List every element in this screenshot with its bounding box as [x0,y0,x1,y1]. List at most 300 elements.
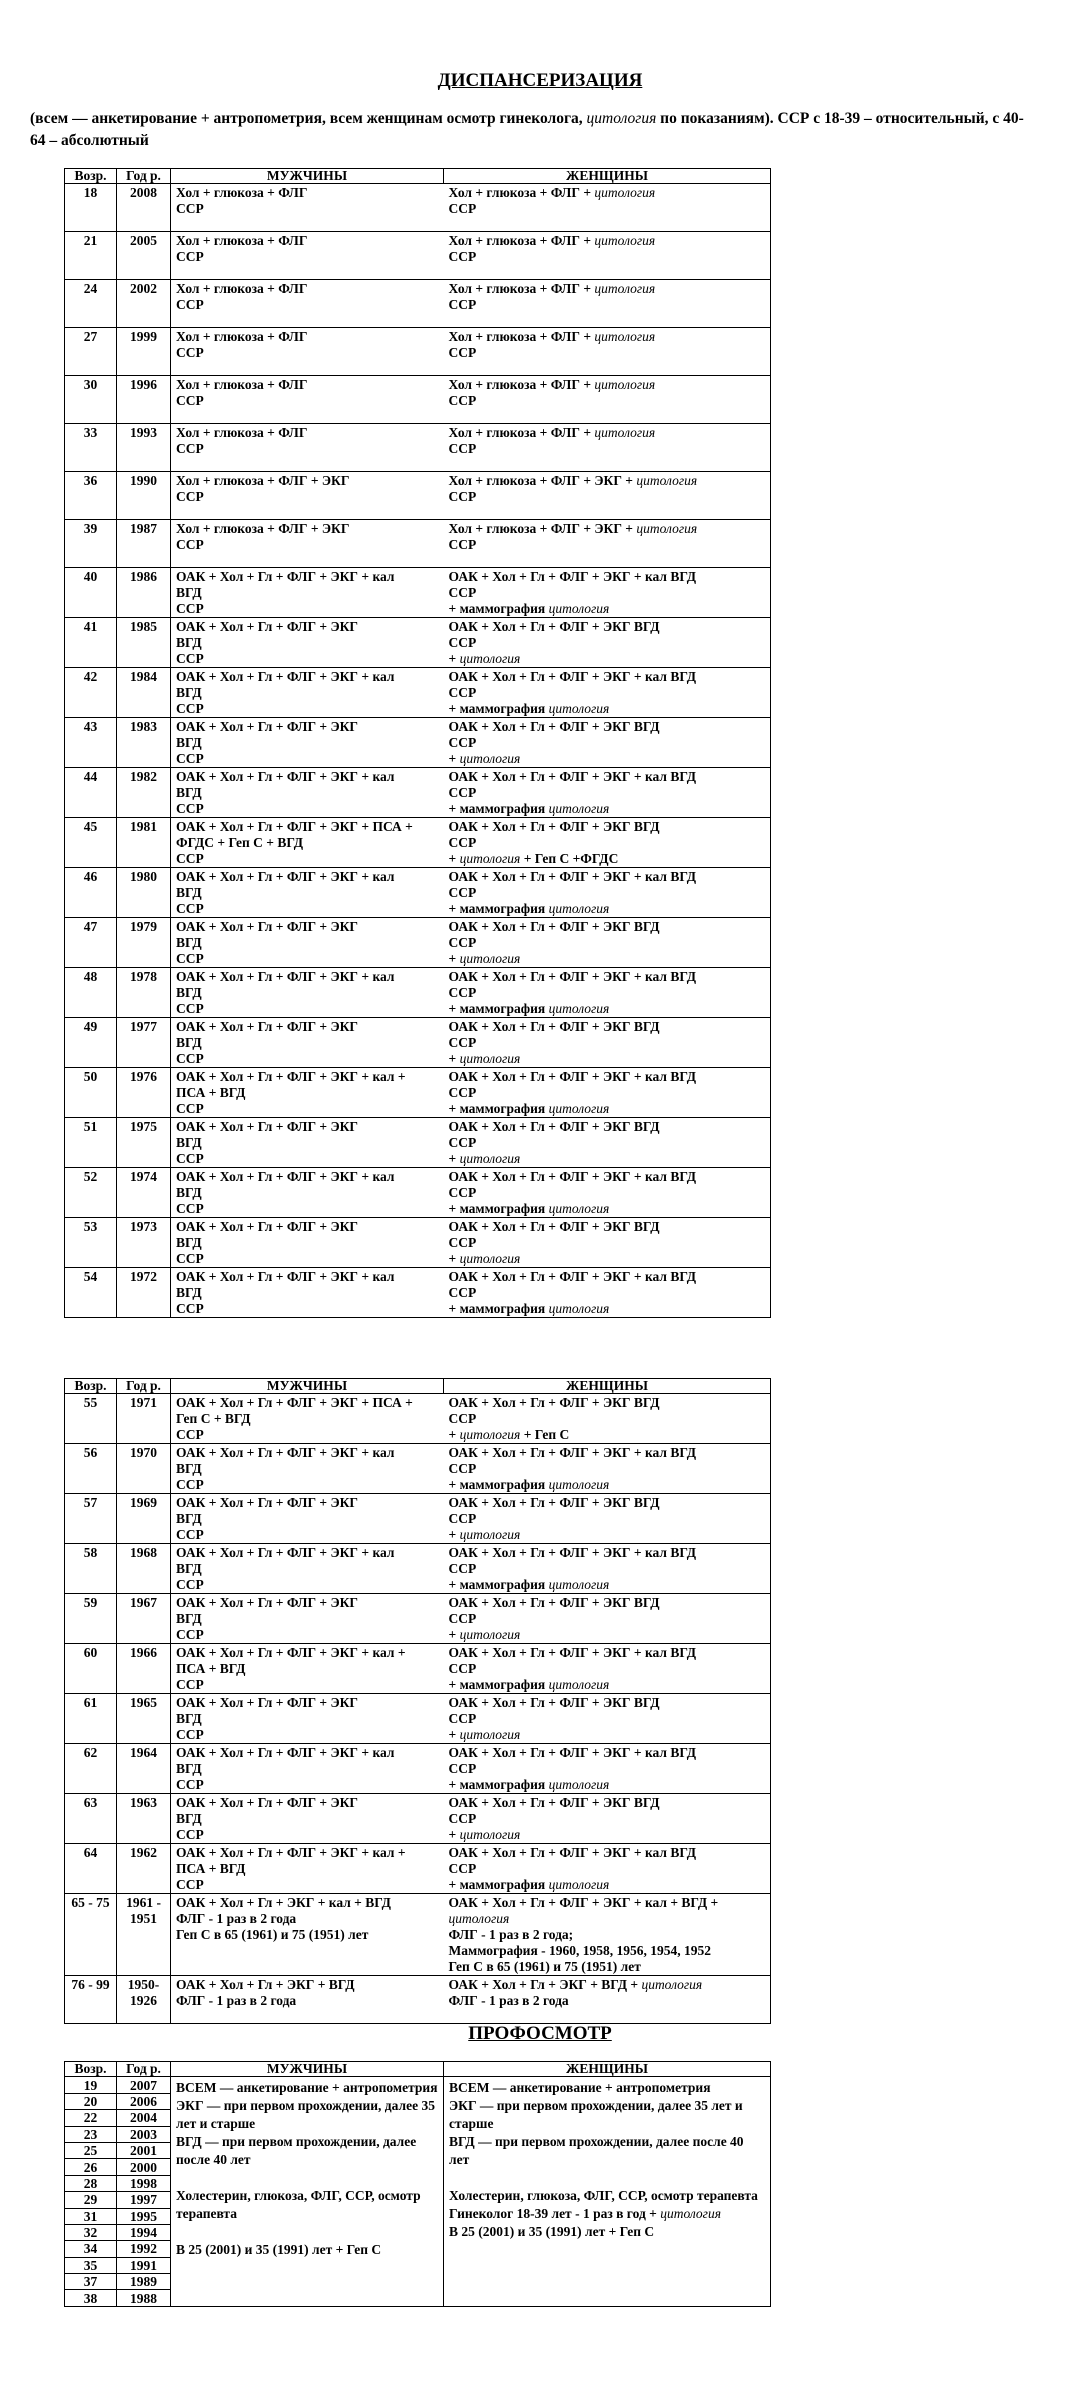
cell-line [449,297,767,313]
table-row [65,1644,771,1694]
cell-line [176,1595,440,1611]
cell-line [449,1611,767,1627]
line-text: ССР [176,851,204,866]
women-cell [444,376,771,424]
age-cell: 39 [65,520,117,568]
line-text: ССР [176,601,204,616]
cell-line [176,537,440,553]
line-text: + [448,1827,460,1842]
men-cell [171,1494,444,1544]
cell-line [449,1677,767,1693]
year-cell: 1989 [117,2274,171,2290]
age-cell: 55 [65,1394,117,1444]
cell-line [176,201,440,217]
line-text: + маммография [448,601,549,616]
italic-term: цитология [448,1911,510,1926]
cell-line [176,1661,440,1677]
intro-italic: цитология [586,110,657,127]
cell-line [449,1545,767,1561]
men-cell [171,818,444,868]
women-cell [444,472,771,520]
cell-line [176,441,440,457]
cell-line [449,1001,767,1017]
cell-line [449,1577,767,1593]
line-text: Хол + глюкоза + ФЛГ [176,281,308,296]
cell-line [449,669,767,685]
men-cell [171,1744,444,1794]
line-text: ОАК + Хол + Гл + ФЛГ + ЭКГ + кал ВГД [448,1445,697,1460]
italic-term: цитология [459,1827,521,1842]
cell-line [449,1251,767,1267]
line-text: Геп С + ВГД [176,1411,251,1426]
line-text: ФЛГ - 1 раз в 2 года [448,1993,569,2008]
age-cell: 60 [65,1644,117,1694]
cell-line [176,985,440,1001]
men-cell [171,424,444,472]
age-cell: 30 [65,376,117,424]
line-text: Хол + глюкоза + ФЛГ + [448,281,595,296]
cell-line [449,233,767,249]
cell-line [176,651,440,667]
line-text: Хол + глюкоза + ФЛГ + [448,185,595,200]
year-cell: 1969 [117,1494,171,1544]
line-text: ОАК + Хол + Гл + ФЛГ + ЭКГ + кал ВГД [448,669,697,684]
cell-line [449,393,767,409]
table-row [65,618,771,668]
cell-line [176,1495,440,1511]
italic-term: цитология [548,1877,610,1892]
year-cell: 1978 [117,968,171,1018]
age-cell: 19 [65,2077,117,2093]
line-text: ОАК + Хол + Гл + ФЛГ + ЭКГ + кал + [176,1645,406,1660]
cell-line [449,701,767,717]
line-text: ССР [176,1877,204,1892]
line-text: ССР [448,1085,477,1100]
line-text: ССР [176,489,204,504]
line-text: ССР [448,1235,477,1250]
table-row [65,376,771,424]
men-cell [171,1218,444,1268]
italic-term: цитология [594,281,656,296]
table-row [65,2077,771,2093]
age-cell: 63 [65,1794,117,1844]
line-text: ССР [176,201,204,216]
line-text: ВГД [176,1711,202,1726]
cell-line [176,185,440,201]
header-row [65,1379,771,1394]
line-text: + [448,651,460,666]
cell-line [176,919,440,935]
cell-line [449,1285,767,1301]
line-text: ССР [176,297,204,312]
cell-line [176,1745,440,1761]
cell-line [449,1477,767,1493]
women-cell [444,184,771,232]
line-text: + [448,751,460,766]
line-text: ОАК + Хол + Гл + ФЛГ + ЭКГ + кал [176,1169,395,1184]
cell-line [176,1895,440,1911]
cell-line [176,851,440,867]
age-cell: 62 [65,1744,117,1794]
cell-line [449,1993,767,2009]
cell-line [449,619,767,635]
age-cell: 34 [65,2241,117,2257]
italic-term: цитология [594,425,656,440]
cell-line [449,1745,767,1761]
line-text: + маммография [448,1577,549,1592]
cell-line [176,1151,440,1167]
table-row [65,918,771,968]
age-cell: 57 [65,1494,117,1544]
cell-line [176,249,440,265]
cell-line [176,1795,440,1811]
italic-term: цитология [548,1001,610,1016]
age-cell: 27 [65,328,117,376]
cell-line [449,489,767,505]
line-text: ССР [176,1677,204,1692]
women-cell [444,1018,771,1068]
cell-line [449,1035,767,1051]
line-text: ОАК + Хол + Гл + ФЛГ + ЭКГ ВГД [448,819,660,834]
women-cell [444,520,771,568]
cell-line [176,1477,440,1493]
cell-line [449,425,767,441]
table-row [65,1494,771,1544]
line-text: ОАК + Хол + Гл + ЭКГ + кал + ВГД [176,1895,391,1910]
table-row [65,868,771,918]
cell-line [176,1201,440,1217]
year-cell: 2006 [117,2093,171,2109]
women-cell [444,424,771,472]
line-text: ССР [176,901,204,916]
cell-line [449,2097,765,2133]
cell-line [176,1577,440,1593]
table-row [65,520,771,568]
line-text: ОАК + Хол + Гл + ФЛГ + ЭКГ ВГД [448,1795,660,1810]
age-header: Возр. [65,169,117,184]
year-cell: 1986 [117,568,171,618]
women-cell [444,1694,771,1744]
line-text: ССР [176,1577,204,1592]
age-cell: 41 [65,618,117,668]
line-text: ССР [176,751,204,766]
cell-line [176,1527,440,1543]
line-text: ССР [176,651,204,666]
cell-line [176,1101,440,1117]
year-cell: 2003 [117,2126,171,2142]
line-text: + [448,1151,460,1166]
line-text: ВГД [176,935,202,950]
men-cell [171,1594,444,1644]
cell-line [449,1461,767,1477]
line-text: ОАК + Хол + Гл + ФЛГ + ЭКГ + кал [176,1545,395,1560]
cell-line [176,1877,440,1893]
table-row [65,232,771,280]
cell-line [176,425,440,441]
cell-line [449,1911,767,1927]
cell-line [449,2079,765,2097]
cell-line: ЭКГ — при первом прохождении, далее 35 лет и старше [176,2098,435,2132]
italic-term: цитология [548,1301,610,1316]
women-cell [444,1844,771,1894]
cell-line [449,329,767,345]
line-text: + [448,851,460,866]
cell-line [449,1827,767,1843]
cell-line [449,1495,767,1511]
men-cell [171,1068,444,1118]
line-text: ОАК + Хол + Гл + ФЛГ + ЭКГ ВГД [448,1119,660,1134]
men-cell [171,1544,444,1594]
cell-line [176,1185,440,1201]
table-row [65,1218,771,1268]
women-cell [444,768,771,818]
line-text: ССР [448,785,477,800]
year-cell: 2002 [117,280,171,328]
cell-line [176,1561,440,1577]
line-text: Гинеколог 18-39 лет - 1 раз в год + [449,2206,661,2222]
line-text: ФЛГ - 1 раз в 2 года [176,1993,297,2008]
cell-line [449,1561,767,1577]
line-text: ССР [448,1461,477,1476]
table-row [65,1018,771,1068]
cell-line [449,985,767,1001]
age-cell: 25 [65,2142,117,2158]
table-row [65,1894,771,1976]
line-text: ССР [176,441,204,456]
cell-line [449,2133,765,2169]
men-cell [171,868,444,918]
line-text: Холестерин, глюкоза, ФЛГ, ССР, осмотр терапевта [449,2188,758,2204]
cell-line [176,569,440,585]
table-row [65,1744,771,1794]
cell-line [176,835,440,851]
cell-line [176,233,440,249]
table-row [65,1694,771,1744]
men-cell [171,668,444,718]
line-text: ОАК + Хол + Гл + ФЛГ + ЭКГ + кал ВГД [448,769,697,784]
line-text: ОАК + Хол + Гл + ФЛГ + ЭКГ + кал ВГД [448,1845,697,1860]
cell-line [176,377,440,393]
year-cell: 1985 [117,618,171,668]
table-row [65,1394,771,1444]
cell-line [449,1661,767,1677]
italic-term: цитология [459,651,521,666]
cell-line [449,585,767,601]
italic-term: цитология [594,377,656,392]
cell-line [176,885,440,901]
cell-line [176,1993,440,2009]
cell-line [449,2205,765,2223]
prof-table [64,2061,771,2307]
age-cell: 20 [65,2093,117,2109]
table-row [65,1068,771,1118]
cell-line [176,601,440,617]
line-text: ОАК + Хол + Гл + ФЛГ + ЭКГ + ПСА + [176,1395,413,1410]
year-cell: 1973 [117,1218,171,1268]
year-cell: 1991 [117,2257,171,2273]
line-text: ССР [448,201,477,216]
cell-line [449,835,767,851]
cell-line [176,619,440,635]
line-text: ССР [448,1285,477,1300]
line-text: Геп С в 65 (1961) и 75 (1951) лет [448,1959,641,1974]
line-text: ОАК + Хол + Гл + ФЛГ + ЭКГ [176,1695,359,1710]
cell-line: ВСЕМ — анкетирование + антропометрия [176,2080,438,2096]
cell-line [449,1235,767,1251]
italic-term: цитология [548,701,610,716]
cell-line [176,1051,440,1067]
year-cell: 1961 - 1951 [117,1894,171,1976]
table-row [65,1976,771,2024]
women-cell [444,868,771,918]
age-cell: 31 [65,2208,117,2224]
year-cell: 1970 [117,1444,171,1494]
men-cell [171,1394,444,1444]
italic-term: цитология [548,1101,610,1116]
age-cell: 65 - 75 [65,1894,117,1976]
line-text: ВГД [176,1285,202,1300]
age-cell: 37 [65,2274,117,2290]
cell-line [176,701,440,717]
cell-line [449,751,767,767]
cell-line [176,1085,440,1101]
line-text: ВГД [176,585,202,600]
men-cell [171,184,444,232]
cell-line [176,1001,440,1017]
cell-line [176,635,440,651]
table-row [65,472,771,520]
line-text: ССР [448,1611,477,1626]
line-text: + [448,1627,460,1642]
line-text: ОАК + Хол + Гл + ФЛГ + ЭКГ + кал ВГД [448,969,697,984]
italic-term: цитология [459,851,521,866]
women-cell [444,2077,771,2307]
line-text: ОАК + Хол + Гл + ФЛГ + ЭКГ + кал ВГД [448,1545,697,1560]
cell-line [176,1135,440,1151]
line-text: ССР [176,801,204,816]
line-text: ССР [176,1201,204,1216]
men-cell [171,768,444,818]
cell-line [449,2223,765,2241]
italic-term: цитология [548,801,610,816]
line-text: Хол + глюкоза + ФЛГ + ЭКГ [176,521,350,536]
men-cell [171,618,444,668]
italic-term: цитология [548,901,610,916]
line-text: + Геп С +ФГДС [520,851,619,866]
cell-line [176,1927,440,1943]
year-cell: 1988 [117,2290,171,2307]
age-cell: 56 [65,1444,117,1494]
italic-term: цитология [459,1251,521,1266]
line-text: ССР [448,1861,477,1876]
cell-line [176,1811,440,1827]
cell-line [449,1877,767,1893]
line-text: ССР [176,951,204,966]
italic-term: цитология [594,329,656,344]
cell-line [176,1411,440,1427]
line-text: ЭКГ — при первом прохождении, далее 35 лет и старше [449,2098,743,2132]
line-text: ОАК + Хол + Гл + ФЛГ + ЭКГ ВГД [448,1395,660,1410]
cell-line [449,1511,767,1527]
cell-line [449,1135,767,1151]
age-cell: 44 [65,768,117,818]
line-text: Хол + глюкоза + ФЛГ + [448,377,595,392]
year-cell: 1997 [117,2192,171,2208]
cell-line [176,1069,440,1085]
line-text: Хол + глюкоза + ФЛГ + ЭКГ + [448,521,637,536]
cell-line [176,1777,440,1793]
line-text: ОАК + Хол + Гл + ФЛГ + ЭКГ ВГД [448,919,660,934]
cell-line [176,801,440,817]
men-cell [171,718,444,768]
line-text: ОАК + Хол + Гл + ФЛГ + ЭКГ + кал [176,969,395,984]
table-row [65,1794,771,1844]
age-cell: 24 [65,280,117,328]
cell-line [449,1427,767,1443]
cell-line [176,329,440,345]
year-cell: 1966 [117,1644,171,1694]
age-cell: 45 [65,818,117,868]
line-text: ССР [448,1811,477,1826]
men-cell [171,520,444,568]
age-cell: 21 [65,232,117,280]
line-text: + маммография [448,701,549,716]
line-text: ОАК + Хол + Гл + ФЛГ + ЭКГ + кал [176,1269,395,1284]
women-header: ЖЕНЩИНЫ [444,1379,771,1394]
line-text: + маммография [448,1777,549,1792]
men-cell [171,1268,444,1318]
line-text: Хол + глюкоза + ФЛГ [176,329,308,344]
line-text: ОАК + Хол + Гл + ФЛГ + ЭКГ [176,619,359,634]
cell-line [449,1627,767,1643]
women-cell [444,328,771,376]
cell-line [449,851,767,867]
table-row [65,718,771,768]
italic-term: цитология [459,951,521,966]
disp-table-2 [64,1378,771,2024]
cell-line [449,1151,767,1167]
cell-line [449,1795,767,1811]
age-cell: 29 [65,2192,117,2208]
line-text: ВГД — при первом прохождении, далее после 40 лет [449,2134,744,2168]
italic-term: цитология [459,751,521,766]
line-text: ОАК + Хол + Гл + ФЛГ + ЭКГ [176,919,359,934]
table-row [65,968,771,1018]
cell-line [449,1777,767,1793]
cell-line [449,1051,767,1067]
year-cell: 2008 [117,184,171,232]
cell-line [449,651,767,667]
line-text: ВГД [176,985,202,1000]
line-text: ВГД [176,1135,202,1150]
line-text: ССР [448,489,477,504]
women-header: ЖЕНЩИНЫ [444,169,771,184]
age-cell: 46 [65,868,117,918]
cell-line [449,685,767,701]
women-cell [444,618,771,668]
line-text: ОАК + Хол + Гл + ФЛГ + ЭКГ + кал [176,1445,395,1460]
women-cell [444,968,771,1018]
line-text: ВГД [176,1235,202,1250]
cell-line [449,1761,767,1777]
table-row [65,328,771,376]
cell-line [449,473,767,489]
year-cell: 1994 [117,2224,171,2240]
italic-term: цитология [660,2206,721,2222]
year-cell: 1979 [117,918,171,968]
italic-term: цитология [459,1727,521,1742]
line-text: ВГД [176,1035,202,1050]
